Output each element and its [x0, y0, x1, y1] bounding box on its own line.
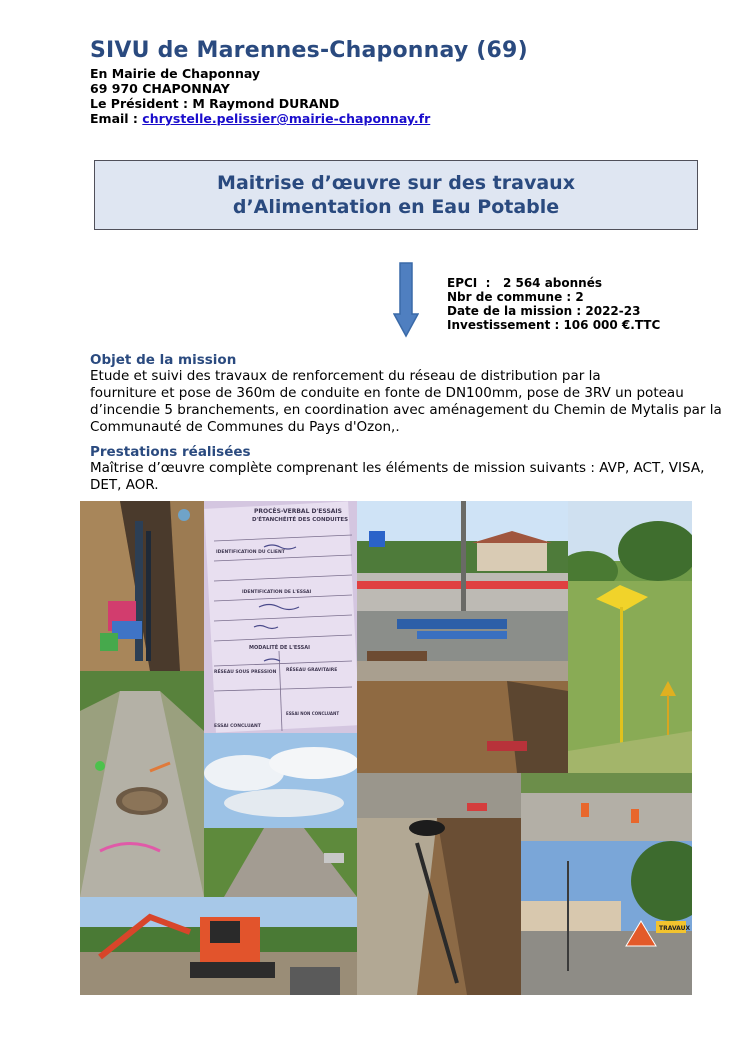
mission-heading: Objet de la mission [90, 352, 237, 368]
doc-non-concluant: ESSAI NON CONCLUANT [286, 711, 340, 716]
mission-text-line: Etude et suivi des travaux de renforcement du réseau de distribution par la [90, 368, 601, 384]
email-label: Email : [90, 111, 143, 126]
mission-text-line: fourniture et pose de 360m de conduite en fonte de DN100mm, pose de 3RV un poteau [90, 385, 684, 401]
fact-communes: Nbr de commune : 2 [447, 290, 584, 304]
roadwork-sign-text: TRAVAUX [659, 925, 691, 932]
photo-collage [80, 501, 692, 995]
prestations-text-line: DET, AOR. [90, 477, 159, 493]
prestations-text [90, 460, 705, 494]
down-arrow-icon [393, 262, 419, 338]
address-line-1: En Mairie de Chaponnay [90, 66, 261, 81]
mission-title-line-1: Maitrise d’œuvre sur des travaux [217, 172, 575, 194]
fact-date: Date de la mission : 2022-23 [447, 304, 641, 318]
doc-ident-essai: IDENTIFICATION DE L'ESSAI [242, 590, 312, 595]
email-link[interactable]: chrystelle.pelissier@mairie-chaponnay.fr [142, 111, 431, 126]
photo-test-report [204, 501, 357, 733]
mission-text-line: d’incendie 5 branchements, en coordination avec aménagement du Chemin de Mytalis par la [90, 402, 722, 418]
email-line [90, 111, 430, 127]
doc-title-2: D'ÉTANCHÉITÉ DES CONDUITES [252, 517, 349, 523]
photo-road-cones [521, 773, 692, 841]
photo-meadow-marker [568, 501, 692, 773]
photo-street-sign [521, 841, 692, 995]
prestations-text-line: Maîtrise d’œuvre complète comprenant les éléments de mission suivants : AVP, ACT, VISA, [90, 460, 705, 476]
photo-trench-cables [357, 773, 521, 995]
mission-title-box [94, 160, 698, 230]
mission-title-line-2: d’Alimentation en Eau Potable [232, 196, 560, 218]
organization-title: SIVU de Marennes-Chaponnay (69) [90, 38, 528, 63]
doc-modalite: MODALITÉ DE L'ESSAI [249, 645, 311, 651]
address-line-2: 69 970 CHAPONNAY [90, 81, 230, 96]
photo-worksite-pipes [357, 501, 568, 773]
photo-trench-pipes [80, 501, 204, 671]
fact-epci: EPCI : 2 564 abonnés [447, 276, 603, 290]
fact-investment: Investissement : 106 000 €.TTC [447, 318, 661, 332]
photo-sky-road [204, 733, 357, 897]
mission-text [90, 368, 722, 436]
doc-reseau-pression: RÉSEAU SOUS PRESSION [214, 670, 277, 675]
photo-excavator [80, 897, 357, 995]
president-line: Le Président : M Raymond DURAND [90, 96, 340, 111]
mission-text-line: Communauté de Communes du Pays d'Ozon,. [90, 419, 400, 435]
doc-title-1: PROCÈS-VERBAL D'ESSAIS [254, 508, 342, 515]
doc-reseau-gravitaire: RÉSEAU GRAVITAIRE [286, 668, 338, 673]
doc-ident-client: IDENTIFICATION DU CLIENT [216, 550, 285, 555]
doc-concluant: ESSAI CONCLUANT [214, 724, 261, 729]
prestations-heading: Prestations réalisées [90, 444, 251, 460]
photo-path-manhole [80, 671, 204, 897]
